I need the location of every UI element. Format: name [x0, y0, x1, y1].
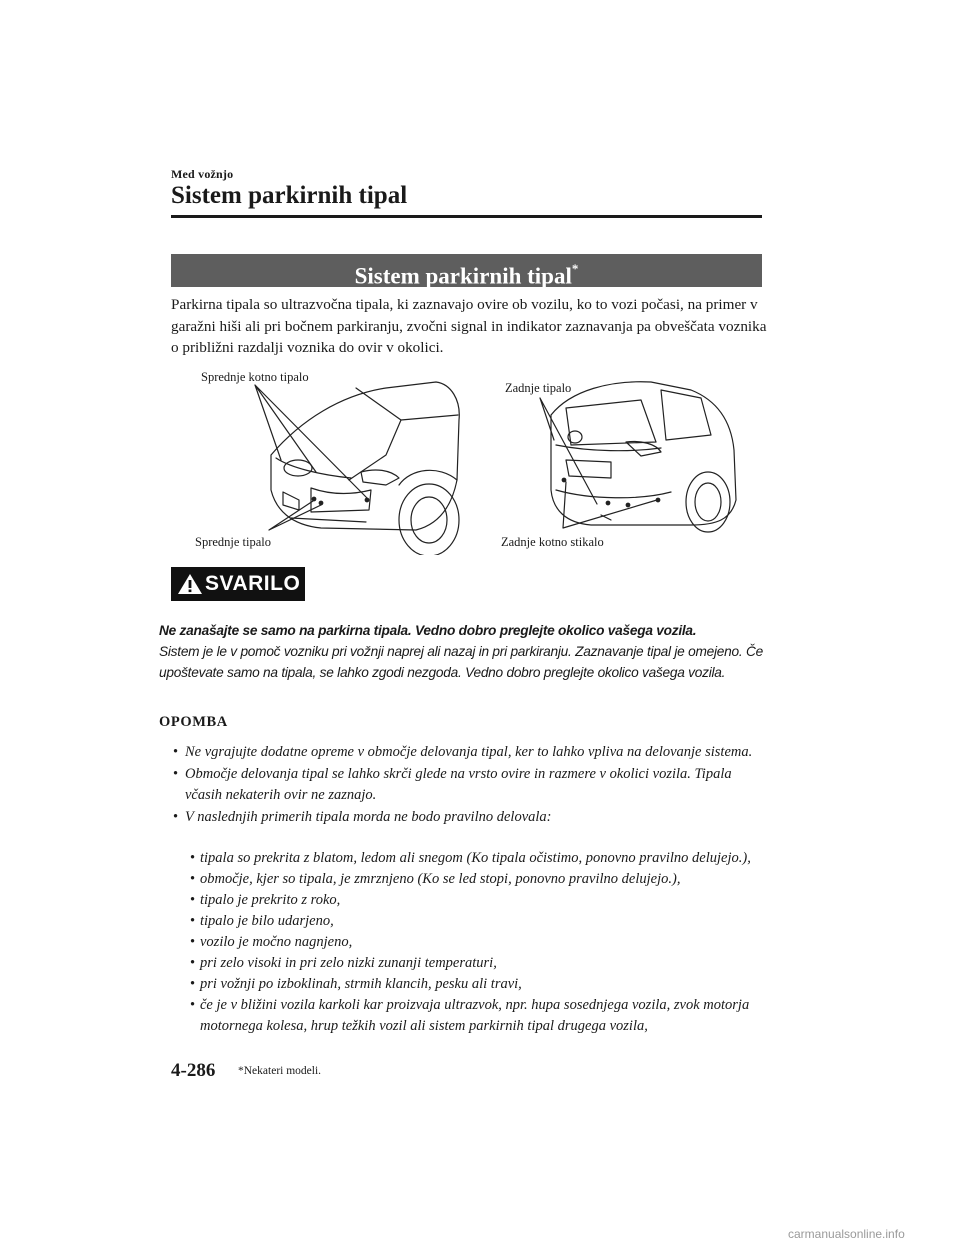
- note-item: [171, 807, 771, 829]
- note-item: [171, 742, 771, 764]
- front-sensor-label: Sprednje tipalo: [195, 535, 272, 549]
- bullet-icon: •: [190, 934, 196, 950]
- condition-item: [188, 974, 768, 995]
- condition-item-text: pri zelo visoki in pri zelo nizki zunanji temperaturi,: [200, 955, 497, 971]
- condition-item-text: območje, kjer so tipala, je zmrznjeno (Ko se led stopi, ponovno pravilno delujejo.),: [200, 871, 681, 887]
- bullet-icon: •: [173, 808, 179, 825]
- condition-item: [188, 848, 768, 869]
- topic-banner: [171, 254, 762, 287]
- condition-item-text: tipalo je prekrito z roko,: [200, 892, 341, 908]
- front-corner-sensor-label: Sprednje kotno tipalo: [201, 370, 309, 384]
- warning-badge-label: SVARILO: [205, 572, 301, 595]
- bullet-icon: •: [173, 765, 179, 782]
- condition-item: [188, 995, 768, 1037]
- warning-badge: [171, 567, 305, 601]
- sensor-location-figure: [171, 360, 761, 555]
- condition-item-text: pri vožnji po izboklinah, strmih klancih, pesku ali travi,: [200, 976, 522, 992]
- section-label: Med vožnjo: [171, 167, 234, 181]
- banner-footnote-marker: *: [571, 261, 579, 276]
- bullet-icon: •: [173, 744, 179, 760]
- bullet-icon: •: [190, 997, 196, 1013]
- condition-item: [188, 953, 768, 974]
- bullet-icon: •: [190, 871, 196, 887]
- condition-item-text: tipalo je bilo udarjeno,: [200, 913, 334, 929]
- warning-text: [159, 620, 769, 683]
- warning-body: Sistem je le v pomoč vozniku pri vožnji naprej ali nazaj in pri parkiranju. Zaznavanje tipal je omejeno. Če upoštevate samo na tipala, se lahko zgodi nezgoda. Vedno dobro preglejte okolico vašega vozila.: [159, 644, 763, 680]
- page-number: 4-286: [171, 1060, 216, 1081]
- vehicle-illustration: [171, 360, 761, 555]
- note-item-text: V naslednjih primerih tipala morda ne bodo pravilno delovala:: [185, 808, 552, 825]
- condition-item: [188, 890, 768, 911]
- note-item: [171, 764, 771, 807]
- footnote: *Nekateri modeli.: [238, 1065, 322, 1077]
- condition-item: [188, 911, 768, 932]
- warning-lead: Ne zanašajte se samo na parkirna tipala. Vedno dobro preglejte okolico vašega vozila.: [159, 623, 697, 638]
- rear-corner-sensor-label: Zadnje kotno stikalo: [501, 535, 604, 549]
- bullet-icon: •: [190, 892, 196, 908]
- intro-paragraph: Parkirna tipala so ultrazvočna tipala, ki zaznavajo ovire ob vozilu, ko to vozi počasi, na primer v garažni hiši ali pri bočnem parkiranju, zvočni signal in indikator zaznavanja pa obveščata voznika o približni razdalji voznika do ovir v okolici.: [171, 296, 767, 356]
- bullet-icon: •: [190, 955, 196, 971]
- note-item-text: Območje delovanja tipal se lahko skrči glede na vrsto ovire in razmere v okolici vozila. Tipala včasih nekaterih ovir ne zaznajo.: [185, 765, 732, 803]
- rear-car-drawing: [540, 382, 736, 532]
- condition-item-text: če je v bližini vozila karkoli kar proizvaja ultrazvok, npr. hupa sosednjega vozila, zvok motorja motornega kolesa, hrup težkih vozil ali sistem parkirnih tipal drugega vozila,: [200, 997, 750, 1034]
- condition-item-text: vozilo je močno nagnjeno,: [200, 934, 353, 950]
- front-car-drawing: [255, 382, 459, 555]
- section-title: Sistem parkirnih tipal: [171, 182, 408, 209]
- rear-sensor-label: Zadnje tipalo: [505, 381, 572, 395]
- header-rule: [171, 215, 762, 218]
- note-title: OPOMBA: [159, 714, 228, 730]
- condition-item: [188, 932, 768, 953]
- condition-item: [188, 869, 768, 890]
- condition-list: [188, 848, 768, 1037]
- banner-title: Sistem parkirnih tipal: [354, 263, 572, 289]
- bullet-icon: •: [190, 850, 196, 866]
- bullet-icon: •: [190, 913, 196, 929]
- warning-triangle-icon: [177, 573, 203, 595]
- note-item-text: Ne vgrajujte dodatne opreme v območje delovanja tipal, ker to lahko vpliva na delovanje sistema.: [185, 744, 753, 760]
- watermark-text: carmanualsonline.info: [788, 1227, 905, 1241]
- bullet-icon: •: [190, 976, 196, 992]
- condition-item-text: tipala so prekrita z blatom, ledom ali snegom (Ko tipala očistimo, ponovno pravilno delujejo.),: [200, 850, 751, 866]
- note-list: [171, 742, 771, 828]
